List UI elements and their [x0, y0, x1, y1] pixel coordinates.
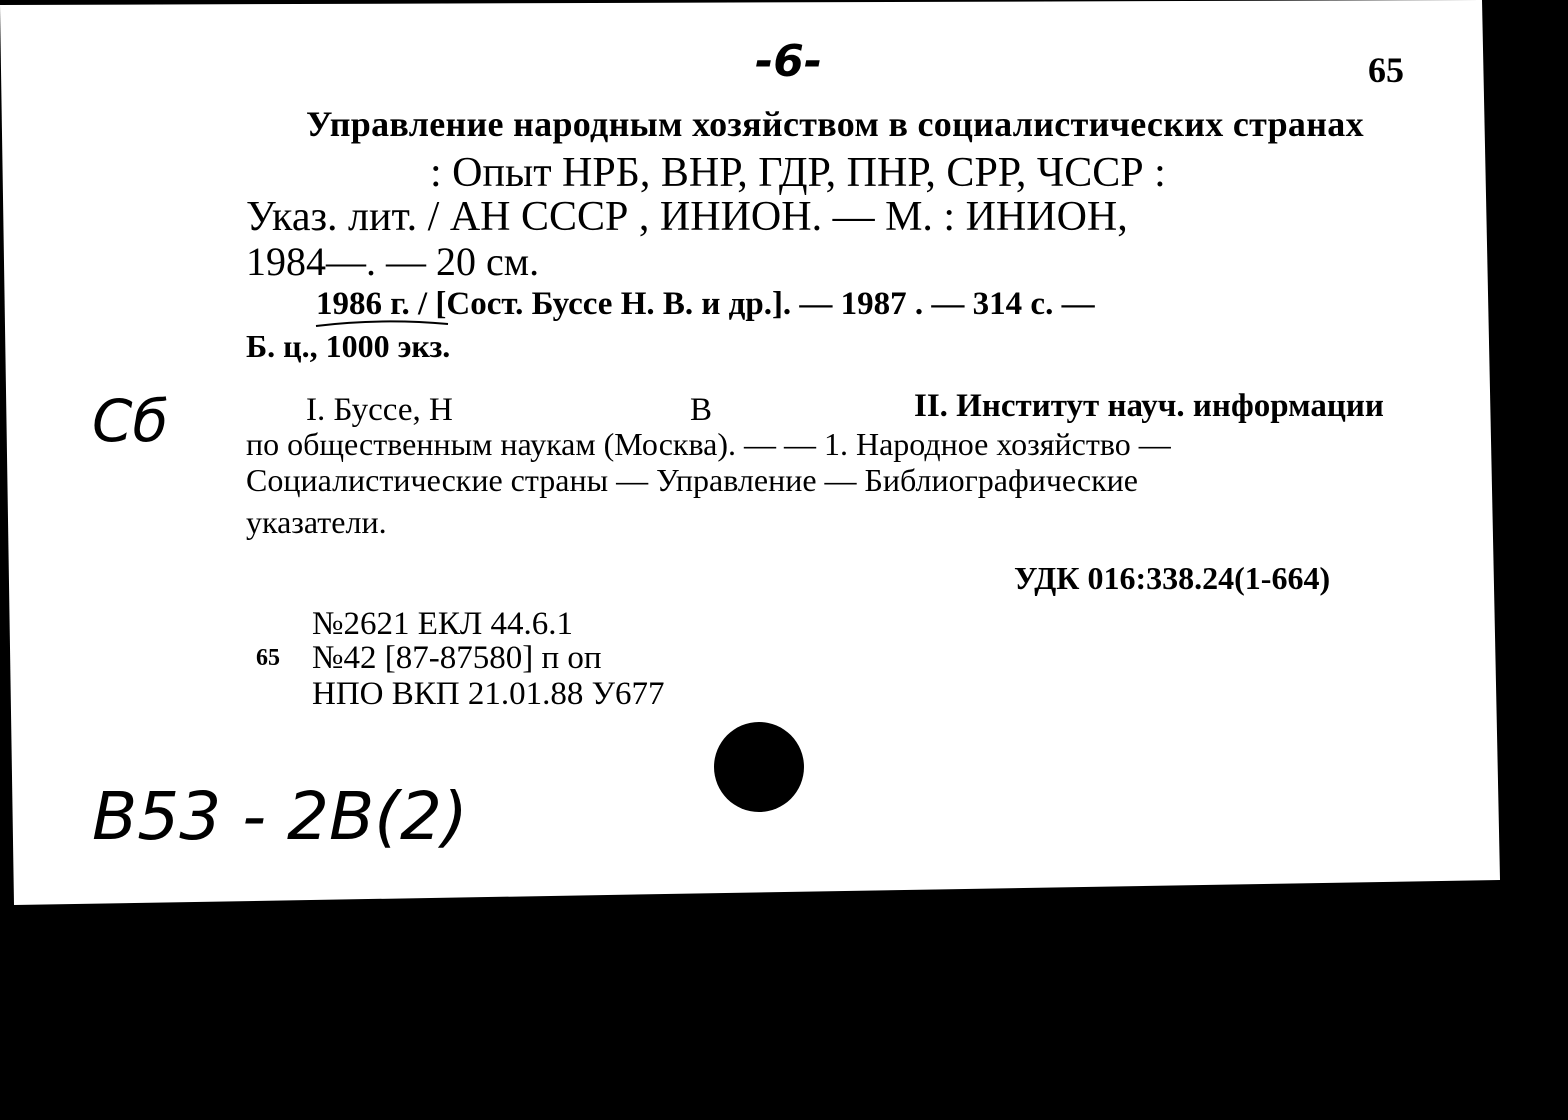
- title-line-2-rest: : Опыт НРБ, ВНР, ГДР, ПНР, СРР, ЧССР :: [430, 150, 1166, 196]
- code-line-3: НПО ВКП 21.01.88 У677: [312, 676, 665, 712]
- volume-line-2: Б. ц., 1000 экз.: [246, 328, 451, 364]
- index-line-1a: I. Буссе, Н: [306, 392, 453, 428]
- title-bold: Управление народным хозяйством в социалистических странах: [306, 104, 1364, 144]
- index-line-4: указатели.: [246, 504, 387, 540]
- title-line-4: 1984—. — 20 см.: [246, 239, 540, 284]
- udk-code: УДК 016:338.24(1-664): [1014, 560, 1331, 596]
- handwritten-shelf-mark: В53 - 2В(2): [92, 778, 468, 855]
- index-line-2: по общественным наукам (Москва). — — 1. Народное хозяйство —: [246, 426, 1171, 462]
- handwritten-page-mark: -6-: [755, 36, 823, 87]
- index-line-3: Социалистические страны — Управление — Библиографические: [246, 462, 1138, 498]
- page-number: 65: [1368, 50, 1404, 90]
- title-line-3: Указ. лит. / АН СССР , ИНИОН. — М. : ИНИОН,: [246, 194, 1128, 240]
- code-line-1: №2621 ЕКЛ 44.6.1: [312, 606, 574, 642]
- title-bold-line-1: [306, 106, 1416, 142]
- index-line-1b: В: [690, 392, 713, 428]
- code-line-2: №42 [87-87580] п оп: [312, 640, 602, 676]
- index-line-1c: II. Институт науч. информации: [914, 388, 1384, 424]
- code-line-2-prefix: 65: [256, 645, 280, 671]
- volume-line-1: 1986 г. / [Сост. Буссе Н. В. и др.]. — 1987 . — 314 с. —: [316, 286, 1095, 322]
- handwritten-margin-note: Сб: [92, 387, 169, 455]
- punch-hole: [714, 722, 804, 812]
